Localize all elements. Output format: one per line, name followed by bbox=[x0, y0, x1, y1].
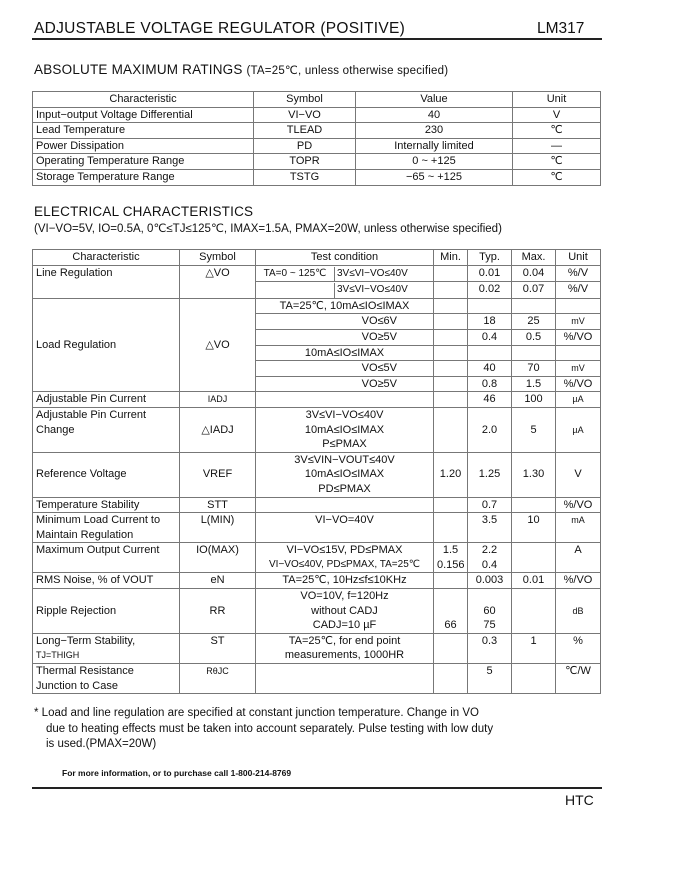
cell: Reference Voltage bbox=[33, 452, 180, 497]
cell: %/VO bbox=[556, 329, 601, 345]
cell: %/V bbox=[556, 282, 601, 299]
cell: µA bbox=[556, 407, 601, 452]
cell bbox=[256, 589, 434, 634]
cell bbox=[512, 497, 556, 513]
cell-line: TJ=THIGH bbox=[36, 650, 80, 661]
cell: VO≤5V bbox=[256, 361, 434, 377]
cell: △IADJ bbox=[180, 407, 256, 452]
cell bbox=[33, 664, 180, 694]
cell-line: P≤PMAX bbox=[322, 438, 367, 451]
cell: mV bbox=[556, 361, 601, 377]
cell: 3.5 bbox=[468, 513, 512, 543]
cell: RθJC bbox=[180, 664, 256, 694]
cell bbox=[33, 513, 180, 543]
table-row bbox=[33, 664, 601, 694]
cell: V bbox=[556, 452, 601, 497]
cell bbox=[556, 345, 601, 361]
col-characteristic: Characteristic bbox=[33, 92, 254, 108]
cell bbox=[512, 589, 556, 634]
footnote bbox=[34, 706, 594, 753]
cell: 230 bbox=[356, 123, 513, 139]
table-row bbox=[33, 154, 601, 170]
cell-line: TA=25℃, for end point bbox=[288, 634, 401, 647]
cell bbox=[256, 407, 434, 452]
cell: TLEAD bbox=[254, 123, 356, 139]
cell bbox=[33, 407, 180, 452]
cell: %/VO bbox=[556, 497, 601, 513]
cell-line: Maintain Regulation bbox=[36, 528, 134, 541]
cell bbox=[256, 497, 434, 513]
cell-sub: TA=0 ~ 125℃ bbox=[263, 267, 327, 279]
abs-max-title: ABSOLUTE MAXIMUM RATINGS bbox=[34, 62, 243, 77]
col-unit: Unit bbox=[513, 92, 601, 108]
cell: 0.7 bbox=[468, 497, 512, 513]
cell: 0.02 bbox=[468, 282, 512, 299]
col-value: Value bbox=[356, 92, 513, 108]
elec-table bbox=[32, 249, 601, 694]
cell: VO≥5V bbox=[256, 329, 434, 345]
cell: Adjustable Pin Current bbox=[33, 392, 180, 408]
cell-line: 3V≤VIN−VOUT≤40V bbox=[294, 453, 395, 466]
cell-line: 10mA≤IO≤IMAX bbox=[304, 423, 385, 436]
cell bbox=[434, 298, 468, 314]
cell: ℃ bbox=[513, 123, 601, 139]
cell: ℃ bbox=[513, 169, 601, 185]
cell bbox=[256, 452, 434, 497]
cell-line: 60 bbox=[483, 604, 496, 617]
part-number: LM317 bbox=[537, 20, 585, 37]
cell: VI−VO=40V bbox=[256, 513, 434, 543]
cell: ℃/W bbox=[556, 664, 601, 694]
cell: ST bbox=[180, 633, 256, 663]
cell bbox=[512, 298, 556, 314]
col-symbol: Symbol bbox=[254, 92, 356, 108]
cell: IO(MAX) bbox=[180, 543, 256, 573]
cell bbox=[556, 298, 601, 314]
cell: 0.003 bbox=[468, 573, 512, 589]
cell: TSTG bbox=[254, 169, 356, 185]
cell: 0.01 bbox=[468, 265, 512, 282]
cell: µA bbox=[556, 392, 601, 408]
cell bbox=[434, 513, 468, 543]
cell: TOPR bbox=[254, 154, 356, 170]
cell: Operating Temperature Range bbox=[33, 154, 254, 170]
cell: −65 ~ +125 bbox=[356, 169, 513, 185]
table-row bbox=[33, 169, 601, 185]
cell bbox=[434, 543, 468, 573]
cell bbox=[434, 664, 468, 694]
cell: — bbox=[513, 138, 601, 154]
table-row bbox=[33, 589, 601, 634]
cell: 46 bbox=[468, 392, 512, 408]
cell-line: Junction to Case bbox=[36, 679, 118, 692]
cell: Temperature Stability bbox=[33, 497, 180, 513]
col-symbol: Symbol bbox=[180, 250, 256, 266]
col-test-condition: Test condition bbox=[256, 250, 434, 266]
cell bbox=[434, 589, 468, 634]
cell-line: 0.4 bbox=[481, 558, 498, 571]
cell bbox=[468, 345, 512, 361]
cell-line: measurements, 1000HR bbox=[284, 649, 405, 662]
cell: % bbox=[556, 633, 601, 663]
footnote-line: is used.(PMAX=20W) bbox=[46, 738, 157, 750]
cell-line: VI−VO≤40V, PD≤PMAX, TA=25℃ bbox=[269, 558, 420, 570]
table-row bbox=[33, 298, 601, 314]
cell-line: without CADJ bbox=[311, 604, 378, 617]
table-row bbox=[33, 497, 601, 513]
page-title: ADJUSTABLE VOLTAGE REGULATOR (POSITIVE) bbox=[34, 20, 406, 37]
cell: Lead Temperature bbox=[33, 123, 254, 139]
table-row bbox=[33, 265, 601, 282]
cell bbox=[512, 543, 556, 573]
cell: mV bbox=[556, 314, 601, 330]
table-row bbox=[33, 107, 601, 123]
cell: 1.25 bbox=[468, 452, 512, 497]
table-row bbox=[33, 452, 601, 497]
cell: %/VO bbox=[556, 573, 601, 589]
cell: 0.07 bbox=[512, 282, 556, 299]
table-row bbox=[33, 138, 601, 154]
cell-line: 1.5 bbox=[442, 544, 459, 557]
cell: %/VO bbox=[556, 376, 601, 392]
cell bbox=[512, 345, 556, 361]
table-row bbox=[33, 123, 601, 139]
cell: eN bbox=[180, 573, 256, 589]
footnote-line: due to heating effects must be taken into account separately. Pulse testing with low duty bbox=[46, 722, 494, 735]
cell bbox=[434, 407, 468, 452]
cell-line: Long−Term Stability, bbox=[36, 634, 136, 647]
cell bbox=[434, 392, 468, 408]
cell: 0.4 bbox=[468, 329, 512, 345]
cell bbox=[434, 329, 468, 345]
cell bbox=[468, 589, 512, 634]
cell-line: 2.2 bbox=[481, 544, 498, 557]
cell bbox=[434, 361, 468, 377]
elec-condition: (VI−VO=5V, IO=0.5A, 0℃≤TJ≤125℃, IMAX=1.5A, PMAX=20W, unless otherwise specified) bbox=[34, 223, 502, 235]
cell bbox=[468, 543, 512, 573]
cell-line: CADJ=10 µF bbox=[312, 619, 377, 632]
cell: ℃ bbox=[513, 154, 601, 170]
cell-line: Adjustable Pin Current bbox=[36, 408, 147, 421]
table-row bbox=[33, 513, 601, 543]
cell: dB bbox=[556, 589, 601, 634]
cell: TA=25℃, 10mA≤IO≤IMAX bbox=[256, 298, 434, 314]
cell-sub: 3V≤VI−VO≤40V bbox=[334, 267, 408, 282]
cell-sub: 3V≤VI−VO≤40V bbox=[334, 283, 408, 298]
cell bbox=[256, 633, 434, 663]
cell: Storage Temperature Range bbox=[33, 169, 254, 185]
cell: 25 bbox=[512, 314, 556, 330]
abs-max-heading bbox=[34, 62, 448, 77]
table-row bbox=[33, 392, 601, 408]
cell: 0.04 bbox=[512, 265, 556, 282]
cell bbox=[256, 664, 434, 694]
cell: 0 ~ +125 bbox=[356, 154, 513, 170]
header-rule bbox=[32, 38, 602, 40]
cell bbox=[434, 633, 468, 663]
contact-info: For more information, or to purchase call 1-800-214-8769 bbox=[62, 768, 292, 778]
cell: A bbox=[556, 543, 601, 573]
cell bbox=[256, 392, 434, 408]
cell: △VO bbox=[180, 298, 256, 392]
col-min: Min. bbox=[434, 250, 468, 266]
cell bbox=[33, 633, 180, 663]
cell: Ripple Rejection bbox=[33, 589, 180, 634]
cell: 1.5 bbox=[512, 376, 556, 392]
table-row bbox=[33, 543, 601, 573]
cell: RR bbox=[180, 589, 256, 634]
cell: RMS Noise, % of VOUT bbox=[33, 573, 180, 589]
cell: 2.0 bbox=[468, 407, 512, 452]
cell: VO≤6V bbox=[256, 314, 434, 330]
cell: 5 bbox=[468, 664, 512, 694]
cell: VREF bbox=[180, 452, 256, 497]
abs-max-table bbox=[32, 91, 601, 186]
cell: Internally limited bbox=[356, 138, 513, 154]
footer-rule bbox=[32, 787, 602, 789]
cell: 40 bbox=[468, 361, 512, 377]
cell: 0.5 bbox=[512, 329, 556, 345]
cell: 0.01 bbox=[512, 573, 556, 589]
cell-line: 3V≤VI−VO≤40V bbox=[305, 408, 384, 421]
cell-line: 75 bbox=[483, 619, 496, 632]
cell bbox=[434, 314, 468, 330]
footnote-line: * Load and line regulation are specified at constant junction temperature. Change in VO bbox=[34, 707, 479, 719]
cell-line: VO=10V, f=120Hz bbox=[300, 590, 389, 603]
cell bbox=[434, 282, 468, 299]
cell: 5 bbox=[512, 407, 556, 452]
cell: 1 bbox=[512, 633, 556, 663]
cell: 0.3 bbox=[468, 633, 512, 663]
cell bbox=[434, 497, 468, 513]
cell: STT bbox=[180, 497, 256, 513]
cell: V bbox=[513, 107, 601, 123]
cell bbox=[434, 265, 468, 282]
cell bbox=[256, 265, 434, 282]
table-row bbox=[33, 573, 601, 589]
cell-line: Thermal Resistance bbox=[36, 665, 134, 678]
elec-title: ELECTRICAL CHARACTERISTICS bbox=[34, 204, 254, 219]
abs-max-condition: (TA=25℃, unless otherwise specified) bbox=[246, 65, 449, 77]
cell: 10 bbox=[512, 513, 556, 543]
cell: △VO bbox=[180, 265, 256, 298]
cell: 40 bbox=[356, 107, 513, 123]
table-row bbox=[33, 633, 601, 663]
col-typ: Typ. bbox=[468, 250, 512, 266]
col-characteristic: Characteristic bbox=[33, 250, 180, 266]
abs-max-header-row bbox=[33, 92, 601, 108]
cell: IADJ bbox=[180, 392, 256, 408]
cell: Load Regulation bbox=[33, 298, 180, 392]
cell: 0.8 bbox=[468, 376, 512, 392]
cell: mA bbox=[556, 513, 601, 543]
cell: 100 bbox=[512, 392, 556, 408]
elec-header-row bbox=[33, 250, 601, 266]
cell: 1.30 bbox=[512, 452, 556, 497]
col-unit: Unit bbox=[556, 250, 601, 266]
cell: Input−output Voltage Differential bbox=[33, 107, 254, 123]
cell-line: Change bbox=[36, 423, 75, 436]
cell: 1.20 bbox=[434, 452, 468, 497]
footer-brand: HTC bbox=[565, 792, 594, 808]
cell-line: 66 bbox=[444, 619, 457, 632]
cell: 18 bbox=[468, 314, 512, 330]
cell bbox=[256, 543, 434, 573]
cell-line: PD≤PMAX bbox=[318, 482, 371, 495]
cell: %/V bbox=[556, 265, 601, 282]
cell: PD bbox=[254, 138, 356, 154]
col-max: Max. bbox=[512, 250, 556, 266]
cell bbox=[434, 345, 468, 361]
cell bbox=[434, 376, 468, 392]
cell bbox=[434, 573, 468, 589]
cell bbox=[468, 298, 512, 314]
cell: VI−VO bbox=[254, 107, 356, 123]
cell-line: 0.156 bbox=[437, 558, 465, 571]
cell: 10mA≤IO≤IMAX bbox=[256, 345, 434, 361]
cell: Line Regulation bbox=[33, 265, 180, 298]
table-row bbox=[33, 407, 601, 452]
cell-line: VI−VO≤15V, PD≤PMAX bbox=[286, 544, 403, 557]
cell: TA=25℃, 10Hz≤f≤10KHz bbox=[256, 573, 434, 589]
cell-line: Minimum Load Current to bbox=[36, 514, 161, 527]
cell: Maximum Output Current bbox=[33, 543, 180, 573]
cell-line: 10mA≤IO≤IMAX bbox=[304, 468, 385, 481]
cell bbox=[256, 282, 434, 299]
cell: VO≥5V bbox=[256, 376, 434, 392]
cell: 70 bbox=[512, 361, 556, 377]
cell: Power Dissipation bbox=[33, 138, 254, 154]
cell: L(MIN) bbox=[180, 513, 256, 543]
cell bbox=[512, 664, 556, 694]
